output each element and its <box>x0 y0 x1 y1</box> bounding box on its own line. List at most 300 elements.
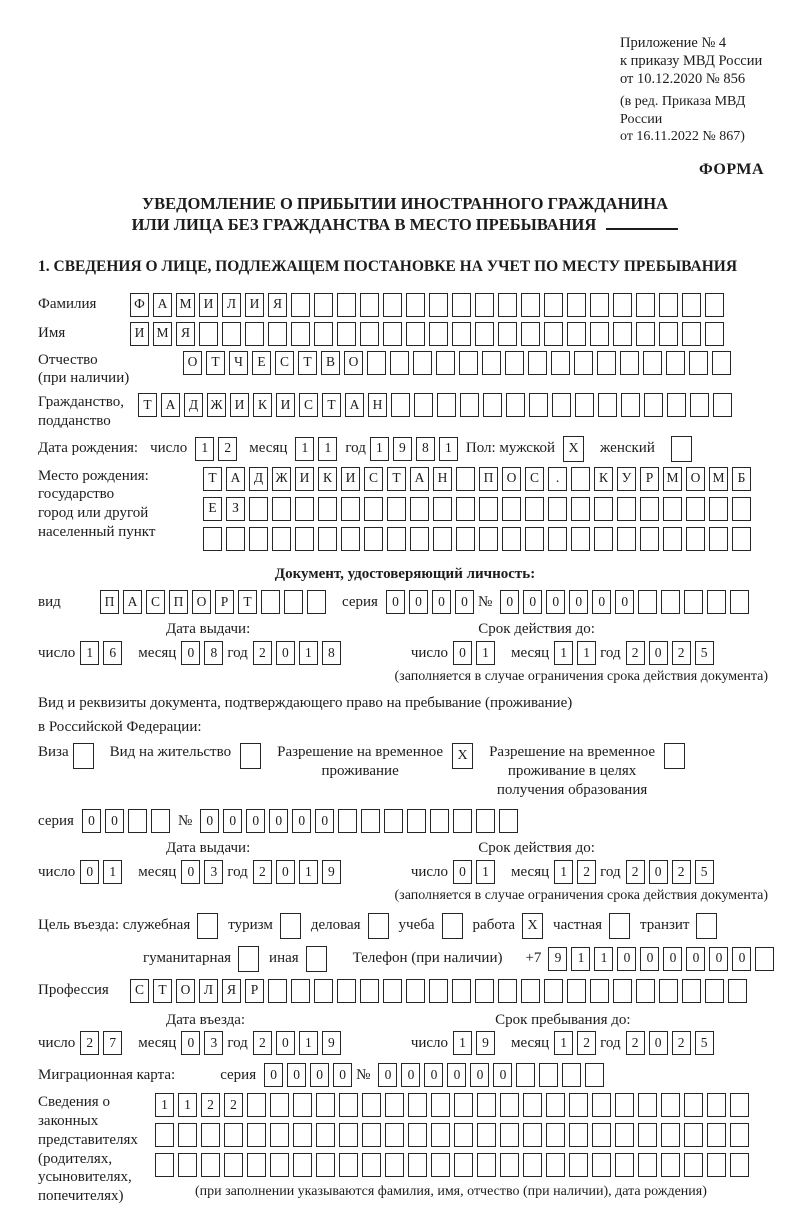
char-box[interactable] <box>732 497 751 521</box>
char-box[interactable]: А <box>410 467 429 491</box>
char-box[interactable] <box>732 527 751 551</box>
char-box[interactable]: 8 <box>322 641 341 665</box>
char-box[interactable]: 9 <box>548 947 567 971</box>
char-box[interactable] <box>318 527 337 551</box>
purpose-study-checkbox[interactable] <box>442 913 463 939</box>
char-box[interactable] <box>429 322 448 346</box>
char-box[interactable] <box>247 1153 266 1177</box>
char-box[interactable] <box>295 497 314 521</box>
char-box[interactable]: Д <box>184 393 203 417</box>
char-box[interactable] <box>682 322 701 346</box>
char-box[interactable] <box>567 979 586 1003</box>
char-box[interactable]: Д <box>249 467 268 491</box>
char-box[interactable] <box>475 322 494 346</box>
char-box[interactable] <box>544 979 563 1003</box>
char-box[interactable]: 1 <box>554 641 573 665</box>
char-box[interactable]: 0 <box>455 590 474 614</box>
char-box[interactable] <box>383 293 402 317</box>
char-box[interactable] <box>500 1123 519 1147</box>
char-box[interactable] <box>590 322 609 346</box>
char-box[interactable] <box>293 1153 312 1177</box>
char-box[interactable]: С <box>275 351 294 375</box>
char-box[interactable]: Б <box>732 467 751 491</box>
char-box[interactable] <box>690 393 709 417</box>
char-box[interactable]: 0 <box>592 590 611 614</box>
char-box[interactable] <box>360 293 379 317</box>
char-box[interactable]: Н <box>368 393 387 417</box>
char-box[interactable]: 2 <box>253 641 272 665</box>
char-box[interactable] <box>661 1093 680 1117</box>
char-box[interactable]: 1 <box>554 1031 573 1055</box>
char-box[interactable] <box>730 1153 749 1177</box>
char-box[interactable]: 0 <box>276 860 295 884</box>
char-box[interactable]: О <box>502 467 521 491</box>
char-box[interactable] <box>249 527 268 551</box>
char-box[interactable] <box>390 351 409 375</box>
char-box[interactable] <box>544 322 563 346</box>
char-box[interactable] <box>546 1123 565 1147</box>
char-box[interactable] <box>644 393 663 417</box>
char-box[interactable]: 1 <box>103 860 122 884</box>
char-box[interactable] <box>661 1123 680 1147</box>
char-box[interactable]: Т <box>203 467 222 491</box>
char-box[interactable] <box>222 322 241 346</box>
char-box[interactable]: 1 <box>577 641 596 665</box>
char-box[interactable] <box>636 979 655 1003</box>
char-box[interactable]: С <box>364 467 383 491</box>
char-box[interactable]: Ж <box>272 467 291 491</box>
char-box[interactable]: 2 <box>672 1031 691 1055</box>
char-box[interactable] <box>452 293 471 317</box>
char-box[interactable]: Я <box>176 322 195 346</box>
char-box[interactable] <box>705 293 724 317</box>
char-box[interactable]: 0 <box>401 1063 420 1087</box>
char-box[interactable] <box>433 497 452 521</box>
char-box[interactable]: 0 <box>315 809 334 833</box>
char-box[interactable] <box>431 1123 450 1147</box>
residence-permit-checkbox[interactable] <box>240 743 261 769</box>
char-box[interactable] <box>364 527 383 551</box>
char-box[interactable] <box>452 979 471 1003</box>
char-box[interactable]: 5 <box>695 860 714 884</box>
visa-checkbox[interactable] <box>73 743 94 769</box>
char-box[interactable] <box>475 293 494 317</box>
char-box[interactable]: 0 <box>470 1063 489 1087</box>
char-box[interactable]: Р <box>245 979 264 1003</box>
char-box[interactable] <box>362 1153 381 1177</box>
char-box[interactable] <box>755 947 774 971</box>
char-box[interactable] <box>314 322 333 346</box>
char-box[interactable]: 0 <box>105 809 124 833</box>
char-box[interactable]: 0 <box>287 1063 306 1087</box>
char-box[interactable]: 1 <box>299 860 318 884</box>
char-box[interactable]: Ф <box>130 293 149 317</box>
char-box[interactable]: 0 <box>453 860 472 884</box>
char-box[interactable] <box>730 1123 749 1147</box>
char-box[interactable]: И <box>230 393 249 417</box>
char-box[interactable] <box>272 527 291 551</box>
char-box[interactable]: 1 <box>195 437 214 461</box>
char-box[interactable] <box>525 497 544 521</box>
char-box[interactable] <box>270 1093 289 1117</box>
sex-male-checkbox[interactable]: X <box>563 436 584 462</box>
char-box[interactable]: 0 <box>409 590 428 614</box>
char-box[interactable]: 0 <box>80 860 99 884</box>
char-box[interactable] <box>387 527 406 551</box>
char-box[interactable] <box>548 527 567 551</box>
char-box[interactable] <box>498 293 517 317</box>
char-box[interactable] <box>574 351 593 375</box>
char-box[interactable]: 2 <box>253 1031 272 1055</box>
char-box[interactable] <box>659 322 678 346</box>
char-box[interactable]: 2 <box>80 1031 99 1055</box>
char-box[interactable] <box>261 590 280 614</box>
char-box[interactable] <box>523 1093 542 1117</box>
char-box[interactable]: 0 <box>663 947 682 971</box>
purpose-other-checkbox[interactable] <box>306 946 327 972</box>
char-box[interactable] <box>597 351 616 375</box>
char-box[interactable]: 2 <box>672 860 691 884</box>
char-box[interactable]: 0 <box>181 641 200 665</box>
char-box[interactable]: 1 <box>370 437 389 461</box>
char-box[interactable]: Л <box>199 979 218 1003</box>
char-box[interactable] <box>431 1153 450 1177</box>
char-box[interactable] <box>341 527 360 551</box>
char-box[interactable]: 5 <box>695 1031 714 1055</box>
char-box[interactable] <box>433 527 452 551</box>
char-box[interactable] <box>663 497 682 521</box>
char-box[interactable]: 9 <box>476 1031 495 1055</box>
char-box[interactable] <box>713 393 732 417</box>
char-box[interactable]: 0 <box>686 947 705 971</box>
char-box[interactable] <box>475 979 494 1003</box>
char-box[interactable] <box>178 1153 197 1177</box>
char-box[interactable] <box>452 322 471 346</box>
char-box[interactable] <box>456 527 475 551</box>
char-box[interactable]: М <box>709 467 728 491</box>
char-box[interactable]: Т <box>322 393 341 417</box>
char-box[interactable] <box>201 1153 220 1177</box>
char-box[interactable]: 1 <box>571 947 590 971</box>
char-box[interactable] <box>709 527 728 551</box>
char-box[interactable] <box>362 1093 381 1117</box>
char-box[interactable] <box>408 1093 427 1117</box>
char-box[interactable]: 1 <box>178 1093 197 1117</box>
char-box[interactable] <box>479 527 498 551</box>
char-box[interactable] <box>640 497 659 521</box>
char-box[interactable] <box>226 527 245 551</box>
char-box[interactable]: С <box>299 393 318 417</box>
char-box[interactable]: К <box>253 393 272 417</box>
char-box[interactable] <box>567 322 586 346</box>
char-box[interactable] <box>707 1123 726 1147</box>
char-box[interactable] <box>476 809 495 833</box>
char-box[interactable] <box>151 809 170 833</box>
char-box[interactable]: П <box>169 590 188 614</box>
char-box[interactable] <box>453 809 472 833</box>
edu-residence-checkbox[interactable] <box>664 743 685 769</box>
char-box[interactable]: 3 <box>204 860 223 884</box>
char-box[interactable] <box>567 293 586 317</box>
char-box[interactable] <box>523 1123 542 1147</box>
char-box[interactable] <box>341 497 360 521</box>
char-box[interactable] <box>728 979 747 1003</box>
char-box[interactable] <box>659 293 678 317</box>
char-box[interactable]: Л <box>222 293 241 317</box>
char-box[interactable]: М <box>176 293 195 317</box>
char-box[interactable]: 1 <box>80 641 99 665</box>
char-box[interactable] <box>414 393 433 417</box>
char-box[interactable] <box>643 351 662 375</box>
char-box[interactable] <box>640 527 659 551</box>
char-box[interactable]: И <box>276 393 295 417</box>
char-box[interactable] <box>479 497 498 521</box>
char-box[interactable] <box>667 393 686 417</box>
char-box[interactable] <box>613 293 632 317</box>
char-box[interactable]: О <box>176 979 195 1003</box>
char-box[interactable]: 8 <box>416 437 435 461</box>
char-box[interactable] <box>521 293 540 317</box>
char-box[interactable] <box>268 322 287 346</box>
char-box[interactable] <box>413 351 432 375</box>
char-box[interactable] <box>498 979 517 1003</box>
char-box[interactable] <box>249 497 268 521</box>
char-box[interactable] <box>318 497 337 521</box>
char-box[interactable] <box>539 1063 558 1087</box>
char-box[interactable] <box>360 979 379 1003</box>
char-box[interactable] <box>385 1153 404 1177</box>
char-box[interactable] <box>385 1093 404 1117</box>
char-box[interactable] <box>571 467 590 491</box>
char-box[interactable]: Я <box>268 293 287 317</box>
char-box[interactable] <box>592 1153 611 1177</box>
temp-residence-checkbox[interactable]: X <box>452 743 473 769</box>
char-box[interactable] <box>569 1123 588 1147</box>
char-box[interactable] <box>590 293 609 317</box>
char-box[interactable] <box>621 393 640 417</box>
char-box[interactable]: 0 <box>269 809 288 833</box>
char-box[interactable] <box>661 1153 680 1177</box>
char-box[interactable]: 0 <box>310 1063 329 1087</box>
char-box[interactable]: А <box>123 590 142 614</box>
char-box[interactable] <box>203 527 222 551</box>
char-box[interactable]: О <box>183 351 202 375</box>
char-box[interactable] <box>506 393 525 417</box>
char-box[interactable]: 0 <box>546 590 565 614</box>
char-box[interactable] <box>391 393 410 417</box>
char-box[interactable] <box>337 322 356 346</box>
char-box[interactable] <box>477 1123 496 1147</box>
char-box[interactable]: 0 <box>276 1031 295 1055</box>
char-box[interactable]: Е <box>252 351 271 375</box>
char-box[interactable] <box>360 322 379 346</box>
char-box[interactable] <box>295 527 314 551</box>
char-box[interactable]: С <box>130 979 149 1003</box>
char-box[interactable] <box>569 1153 588 1177</box>
char-box[interactable]: А <box>161 393 180 417</box>
char-box[interactable] <box>613 322 632 346</box>
char-box[interactable] <box>598 393 617 417</box>
char-box[interactable] <box>247 1123 266 1147</box>
purpose-tourism-checkbox[interactable] <box>280 913 301 939</box>
char-box[interactable] <box>482 351 501 375</box>
char-box[interactable] <box>291 293 310 317</box>
char-box[interactable] <box>477 1153 496 1177</box>
char-box[interactable]: 1 <box>554 860 573 884</box>
char-box[interactable]: 1 <box>453 1031 472 1055</box>
char-box[interactable]: 0 <box>493 1063 512 1087</box>
char-box[interactable] <box>551 351 570 375</box>
char-box[interactable] <box>339 1123 358 1147</box>
char-box[interactable]: 2 <box>626 1031 645 1055</box>
char-box[interactable] <box>617 527 636 551</box>
char-box[interactable] <box>523 1153 542 1177</box>
char-box[interactable]: 1 <box>295 437 314 461</box>
char-box[interactable]: П <box>100 590 119 614</box>
char-box[interactable] <box>529 393 548 417</box>
char-box[interactable] <box>387 497 406 521</box>
char-box[interactable]: К <box>594 467 613 491</box>
char-box[interactable]: 9 <box>322 860 341 884</box>
char-box[interactable] <box>636 322 655 346</box>
purpose-transit-checkbox[interactable] <box>696 913 717 939</box>
char-box[interactable] <box>571 527 590 551</box>
char-box[interactable] <box>477 1093 496 1117</box>
char-box[interactable]: 0 <box>640 947 659 971</box>
char-box[interactable]: Т <box>298 351 317 375</box>
char-box[interactable] <box>270 1123 289 1147</box>
purpose-official-checkbox[interactable] <box>197 913 218 939</box>
char-box[interactable]: 0 <box>424 1063 443 1087</box>
char-box[interactable]: 1 <box>476 641 495 665</box>
char-box[interactable]: С <box>525 467 544 491</box>
char-box[interactable]: И <box>245 293 264 317</box>
char-box[interactable]: 0 <box>447 1063 466 1087</box>
char-box[interactable] <box>552 393 571 417</box>
char-box[interactable]: И <box>130 322 149 346</box>
char-box[interactable] <box>284 590 303 614</box>
char-box[interactable] <box>314 293 333 317</box>
char-box[interactable] <box>500 1153 519 1177</box>
char-box[interactable]: 0 <box>264 1063 283 1087</box>
char-box[interactable] <box>638 1093 657 1117</box>
char-box[interactable] <box>430 809 449 833</box>
char-box[interactable]: С <box>146 590 165 614</box>
char-box[interactable]: . <box>548 467 567 491</box>
char-box[interactable]: 0 <box>246 809 265 833</box>
char-box[interactable]: Н <box>433 467 452 491</box>
char-box[interactable]: Ч <box>229 351 248 375</box>
char-box[interactable] <box>293 1093 312 1117</box>
char-box[interactable] <box>456 497 475 521</box>
char-box[interactable] <box>689 351 708 375</box>
char-box[interactable] <box>638 590 657 614</box>
char-box[interactable] <box>245 322 264 346</box>
char-box[interactable] <box>682 293 701 317</box>
char-box[interactable]: 0 <box>649 641 668 665</box>
char-box[interactable] <box>316 1093 335 1117</box>
char-box[interactable]: 2 <box>577 1031 596 1055</box>
char-box[interactable] <box>686 527 705 551</box>
char-box[interactable] <box>406 979 425 1003</box>
char-box[interactable]: О <box>192 590 211 614</box>
purpose-private-checkbox[interactable] <box>609 913 630 939</box>
char-box[interactable] <box>385 1123 404 1147</box>
char-box[interactable] <box>272 497 291 521</box>
char-box[interactable] <box>521 979 540 1003</box>
char-box[interactable] <box>224 1153 243 1177</box>
char-box[interactable] <box>730 590 749 614</box>
char-box[interactable] <box>199 322 218 346</box>
char-box[interactable]: 0 <box>649 860 668 884</box>
char-box[interactable]: У <box>617 467 636 491</box>
char-box[interactable] <box>367 351 386 375</box>
char-box[interactable] <box>705 322 724 346</box>
char-box[interactable] <box>594 497 613 521</box>
char-box[interactable]: 0 <box>223 809 242 833</box>
char-box[interactable] <box>406 293 425 317</box>
char-box[interactable]: 8 <box>204 641 223 665</box>
char-box[interactable] <box>585 1063 604 1087</box>
char-box[interactable]: 0 <box>617 947 636 971</box>
char-box[interactable] <box>406 322 425 346</box>
char-box[interactable] <box>562 1063 581 1087</box>
char-box[interactable] <box>431 1093 450 1117</box>
char-box[interactable]: 0 <box>500 590 519 614</box>
char-box[interactable]: 3 <box>204 1031 223 1055</box>
char-box[interactable]: Т <box>138 393 157 417</box>
char-box[interactable] <box>666 351 685 375</box>
char-box[interactable]: Ж <box>207 393 226 417</box>
char-box[interactable] <box>592 1123 611 1147</box>
char-box[interactable]: 1 <box>155 1093 174 1117</box>
char-box[interactable] <box>337 293 356 317</box>
char-box[interactable] <box>615 1093 634 1117</box>
char-box[interactable] <box>592 1093 611 1117</box>
char-box[interactable] <box>429 979 448 1003</box>
char-box[interactable] <box>730 1093 749 1117</box>
char-box[interactable]: 0 <box>378 1063 397 1087</box>
char-box[interactable] <box>291 322 310 346</box>
char-box[interactable] <box>384 809 403 833</box>
char-box[interactable] <box>707 1093 726 1117</box>
char-box[interactable] <box>459 351 478 375</box>
char-box[interactable] <box>638 1153 657 1177</box>
char-box[interactable]: 0 <box>276 641 295 665</box>
char-box[interactable] <box>314 979 333 1003</box>
char-box[interactable] <box>410 527 429 551</box>
char-box[interactable] <box>454 1093 473 1117</box>
char-box[interactable]: 2 <box>577 860 596 884</box>
char-box[interactable]: 1 <box>439 437 458 461</box>
char-box[interactable]: А <box>345 393 364 417</box>
char-box[interactable] <box>361 809 380 833</box>
char-box[interactable]: 0 <box>292 809 311 833</box>
char-box[interactable]: 5 <box>695 641 714 665</box>
char-box[interactable]: 9 <box>322 1031 341 1055</box>
char-box[interactable] <box>410 497 429 521</box>
char-box[interactable] <box>505 351 524 375</box>
char-box[interactable]: 2 <box>626 860 645 884</box>
char-box[interactable] <box>684 590 703 614</box>
char-box[interactable] <box>500 1093 519 1117</box>
char-box[interactable]: 6 <box>103 641 122 665</box>
char-box[interactable]: М <box>153 322 172 346</box>
char-box[interactable]: 0 <box>569 590 588 614</box>
char-box[interactable]: 0 <box>82 809 101 833</box>
char-box[interactable] <box>307 590 326 614</box>
char-box[interactable] <box>546 1093 565 1117</box>
